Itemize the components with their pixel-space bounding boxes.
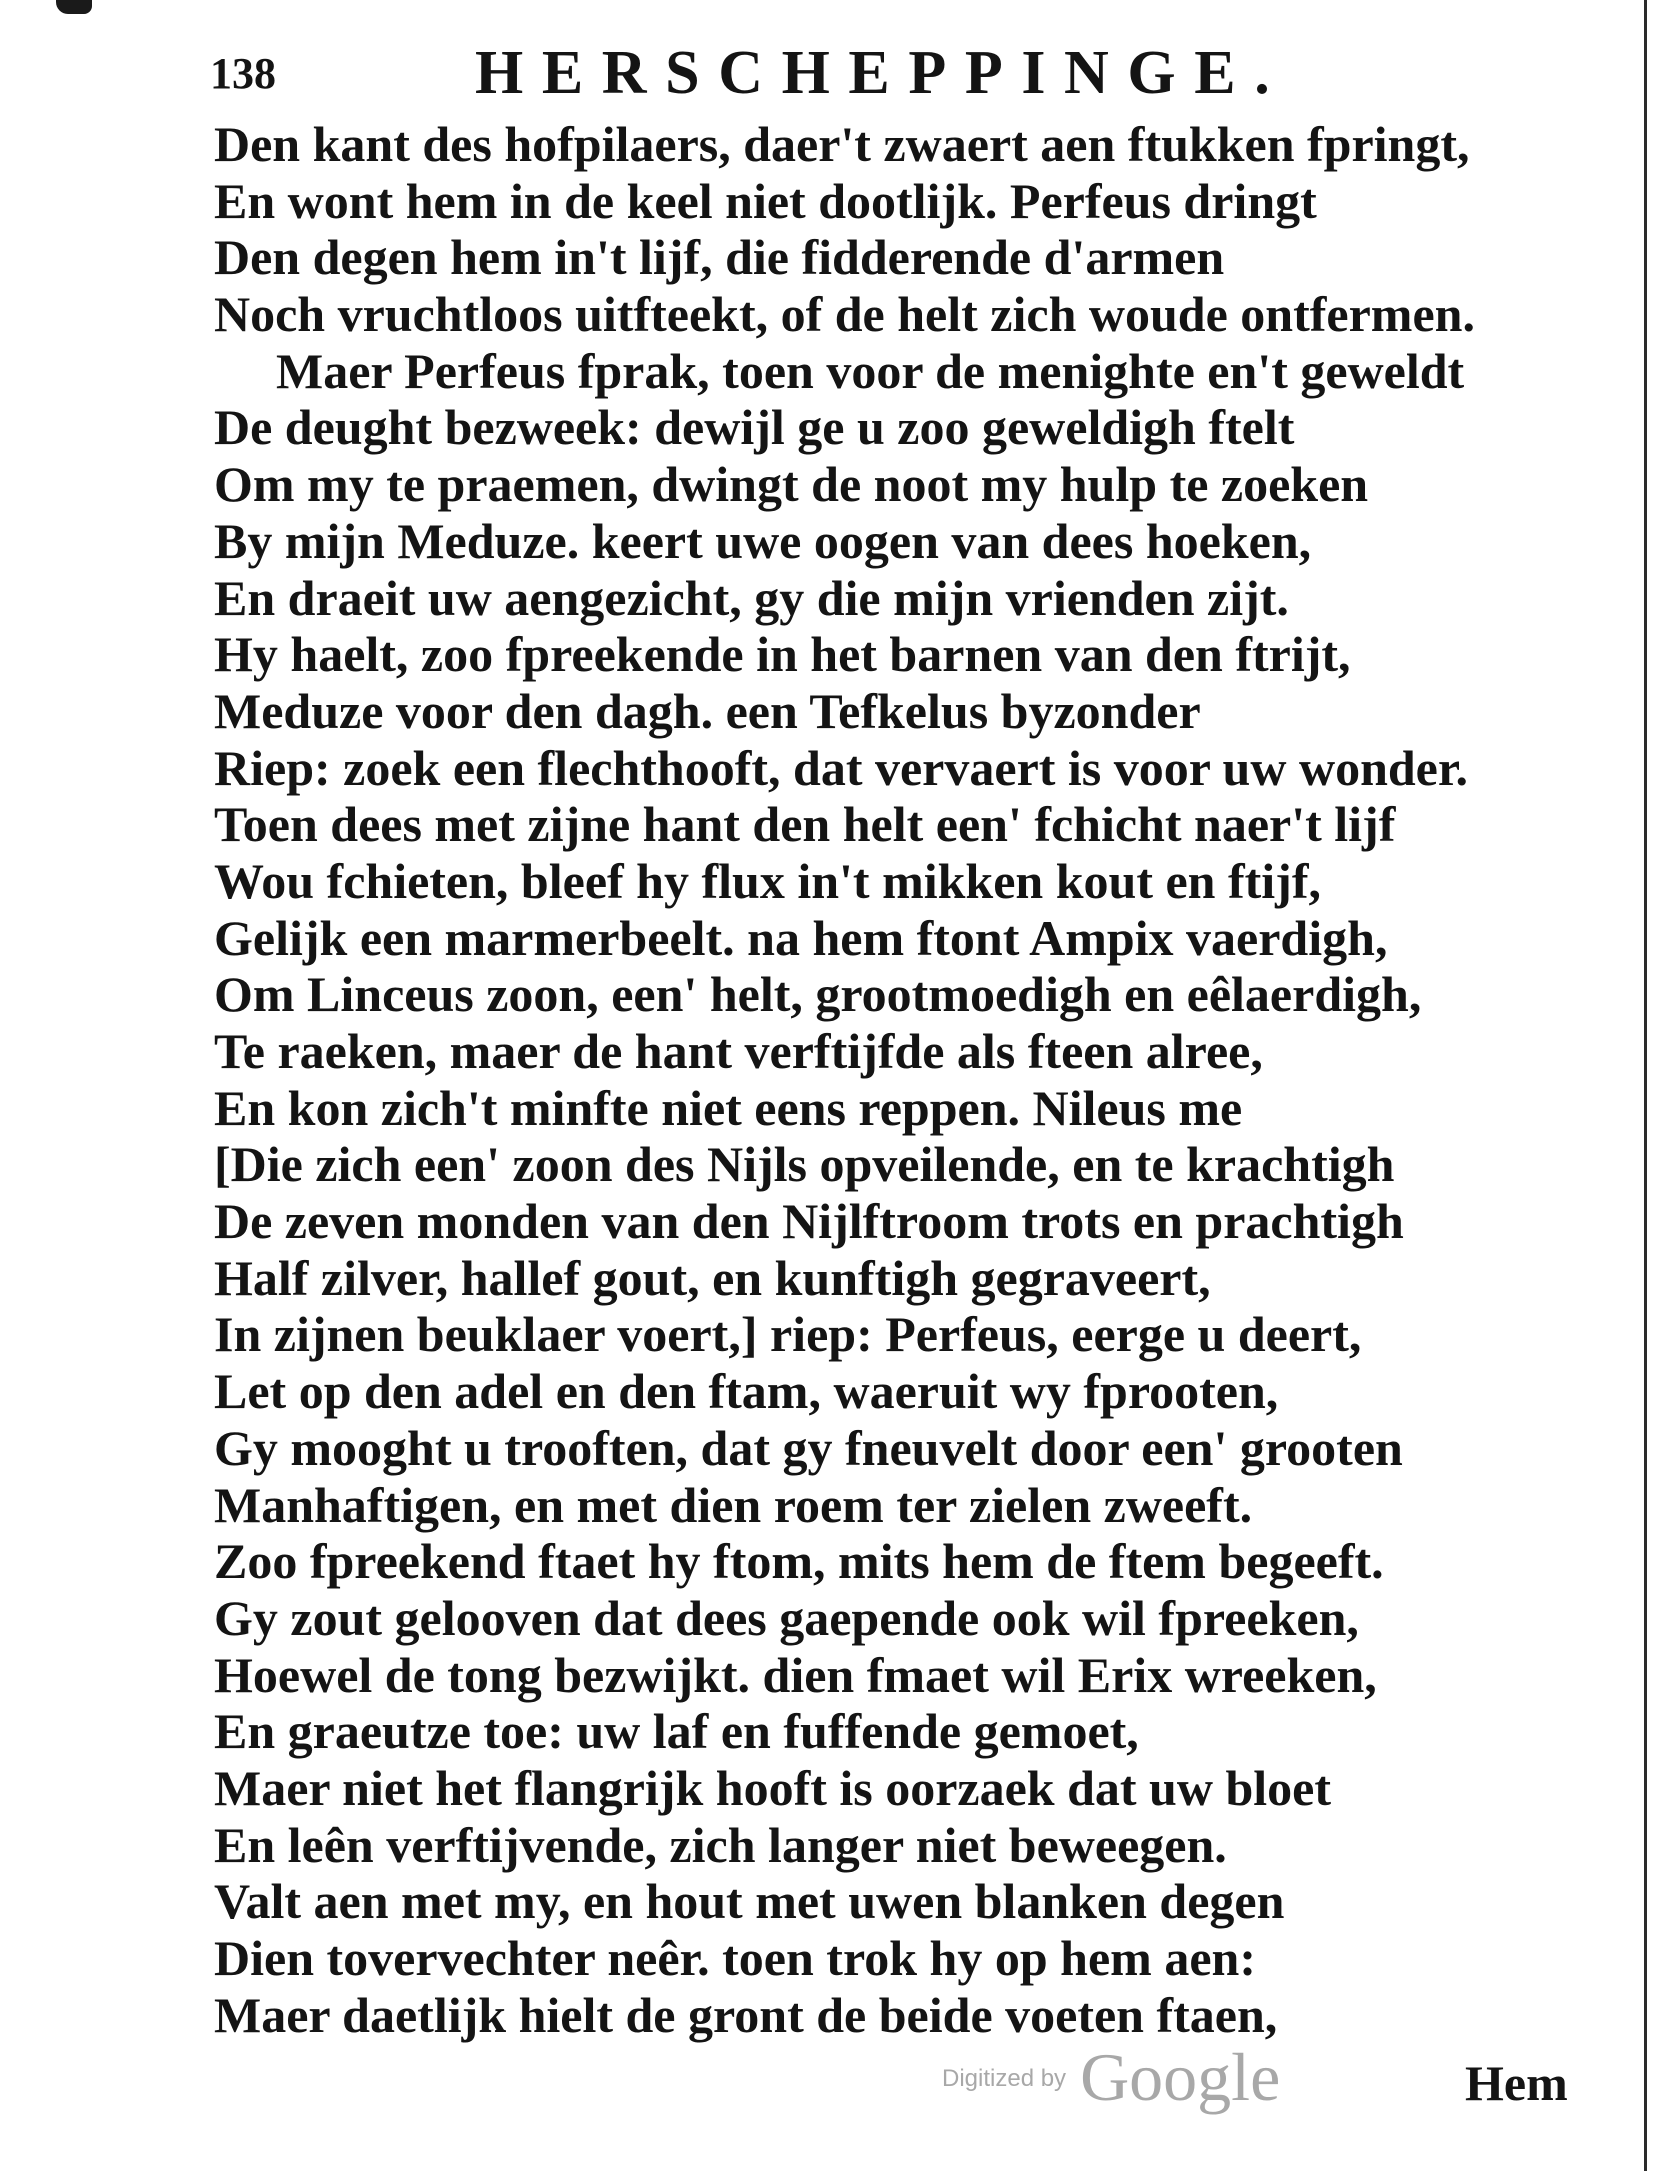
verse-line: De zeven monden van den Nijlftroom trots en prachtigh	[214, 1193, 1404, 1250]
verse-line: Den degen hem in't lijf, die fidderende d'armen	[214, 229, 1225, 286]
verse-line: Hy haelt, zoo fpreekende in het barnen van den ftrijt,	[214, 626, 1351, 683]
page-edge-rule	[1644, 0, 1647, 2171]
running-head	[210, 34, 1360, 114]
verse-line: Om my te praemen, dwingt de noot my hulp te zoeken	[214, 456, 1369, 513]
page-number: 138	[210, 49, 276, 98]
watermark-prefix: Digitized by	[942, 2065, 1067, 2092]
verse-line: Valt aen met my, en hout met uwen blanken degen	[214, 1873, 1285, 1930]
verse-line: [Die zich een' zoon des Nijls opveilende, en te krachtigh	[214, 1136, 1395, 1193]
verse-line: Zoo fpreekend ftaet hy ftom, mits hem de ftem begeeft.	[214, 1533, 1384, 1590]
watermark-brand: Google	[1080, 2039, 1281, 2115]
verse-line: In zijnen beuklaer voert,] riep: Perfeus, eerge u deert,	[214, 1306, 1362, 1363]
running-title: HERSCHEPPINGE.	[475, 39, 1289, 107]
verse-line: Gy mooght u trooften, dat gy fneuvelt door een' grooten	[214, 1419, 1403, 1476]
digitized-by-google-watermark	[942, 2038, 1280, 2117]
catchword: Hem	[1465, 2055, 1568, 2111]
verse-line: Gy zout gelooven dat dees gaepende ook wil fpreeken,	[214, 1589, 1359, 1646]
verse-line: Om Linceus zoon, een' helt, grootmoedigh en eêlaerdigh,	[214, 966, 1422, 1023]
verse-line: Half zilver, hallef gout, en kunftigh gegraveert,	[214, 1249, 1211, 1306]
verse-line: En graeutze toe: uw laf en fuffende gemoet,	[214, 1703, 1139, 1760]
verse-line: Dien tovervechter neêr. toen trok hy op hem aen:	[214, 1930, 1256, 1986]
verse-line: Manhaftigen, en met dien roem ter zielen zweeft.	[214, 1476, 1253, 1533]
verse-line: En draeit uw aengezicht, gy die mijn vrienden zijt.	[214, 569, 1289, 626]
verse-line: En kon zich't minfte niet eens reppen. Nileus me	[214, 1079, 1243, 1136]
verse-line: Wou fchieten, bleef hy flux in't mikken kout en ftijf,	[214, 852, 1321, 909]
verse-text-block	[214, 116, 1594, 2043]
verse-line: Gelijk een marmerbeelt. na hem ftont Ampix vaerdigh,	[214, 909, 1388, 966]
verse-line: Maer daetlijk hielt de gront de beide voeten ftaen,	[214, 1986, 1278, 2043]
verse-line: Noch vruchtloos uitfteekt, of de helt zich woude ontfermen.	[214, 286, 1475, 343]
verse-line: En leên verftijvende, zich langer niet beweegen.	[214, 1816, 1227, 1873]
verse-line: Den kant des hofpilaers, daer't zwaert aen ftukken fpringt,	[214, 116, 1470, 172]
verse-line: Maer niet het flangrijk hooft is oorzaek dat uw bloet	[214, 1759, 1332, 1816]
verse-line: Hoewel de tong bezwijkt. dien fmaet wil Erix wreeken,	[214, 1646, 1377, 1703]
verse-line: Riep: zoek een flechthooft, dat vervaert is voor uw wonder.	[214, 739, 1468, 796]
verse-line: Let op den adel en den ftam, waeruit wy fprooten,	[214, 1363, 1279, 1420]
verse-line: Toen dees met zijne hant den helt een' fchicht naer't lijf	[214, 796, 1396, 853]
verse-line: Meduze voor den dagh. een Tefkelus byzonder	[214, 682, 1201, 739]
verse-line: Te raeken, maer de hant verftijfde als fteen alree,	[214, 1023, 1263, 1079]
ink-blot-mark	[56, 0, 92, 14]
verse-line: Maer Perfeus fprak, toen voor de menighte en't geweldt	[276, 342, 1465, 399]
verse-line: By mijn Meduze. keert uwe oogen van dees hoeken,	[214, 512, 1312, 569]
verse-line: En wont hem in de keel niet dootlijk. Perfeus dringt	[214, 172, 1317, 229]
verse-line: De deught bezweek: dewijl ge u zoo geweldigh ftelt	[214, 399, 1295, 456]
